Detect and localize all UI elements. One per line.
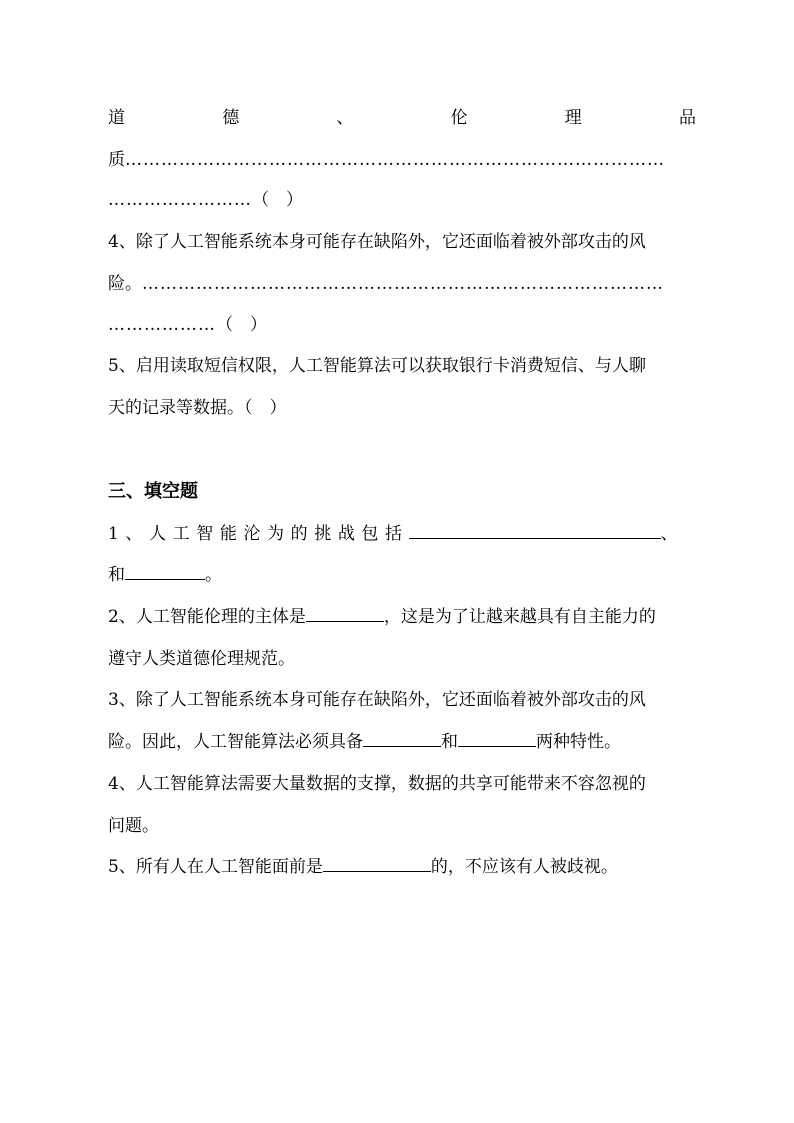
char: 伦 (450, 108, 468, 128)
text: 险。 (108, 274, 142, 294)
leader-dots: ……………… (108, 315, 216, 335)
text: 遵守人类道德伦理规范。 (108, 649, 295, 669)
text: ，这是为了让越来越具有自主能力的 (383, 607, 656, 627)
answer-parentheses[interactable]: （ ） (216, 315, 267, 335)
text: 3、除了人工智能系统本身可能存在缺陷外，它还面临着被外部攻击的风 (108, 690, 646, 710)
answer-blank[interactable] (323, 853, 431, 872)
fill-question-4-line-2 (108, 812, 696, 840)
question-5-line-1 (108, 352, 696, 380)
question-4-line-1 (108, 228, 696, 256)
question-3-line-3 (108, 186, 696, 214)
answer-parentheses[interactable]: （ ） (252, 190, 303, 210)
text: 质 (108, 150, 125, 170)
leader-dots: …………………………………………………………………………… (142, 274, 664, 294)
document-page (108, 0, 696, 1123)
question-4-line-3 (108, 311, 696, 339)
text: 的，不应该有人被歧视。 (430, 857, 618, 877)
text: 和 (441, 732, 458, 752)
char: 道 (108, 108, 125, 128)
char: 德 (222, 108, 240, 128)
text: 险。因此，人工智能算法必须具备 (108, 732, 363, 752)
text: 天的记录等数据。（ ） (108, 398, 287, 418)
fill-question-3-line-1 (108, 686, 696, 714)
fill-question-5-line-1 (108, 853, 696, 881)
text: 和 (108, 565, 125, 585)
text: 1、人工智能沦为的挑战包括 (108, 524, 409, 544)
text: 。 (205, 565, 222, 585)
char: 理 (564, 108, 582, 128)
answer-blank[interactable] (409, 520, 661, 539)
text: 问题。 (108, 816, 159, 836)
fill-question-2-line-1 (108, 603, 696, 631)
leader-dots: ……………………………………………………………………………… (125, 150, 665, 170)
text: 5、启用读取短信权限，人工智能算法可以获取银行卡消费短信、与人聊 (108, 356, 646, 376)
answer-blank[interactable] (125, 561, 205, 580)
answer-blank[interactable] (363, 728, 441, 747)
question-4-line-2 (108, 270, 696, 298)
question-3-line-1 (108, 104, 696, 132)
text: 5、所有人在人工智能面前是 (108, 857, 323, 877)
question-3-line-2 (108, 146, 696, 174)
fill-question-4-line-1 (108, 770, 696, 798)
fill-question-1-line-2 (108, 561, 696, 589)
leader-dots: …………………… (108, 190, 252, 210)
fill-question-3-line-2 (108, 728, 696, 756)
text: 4、人工智能算法需要大量数据的支撑，数据的共享可能带来不容忽视的 (108, 774, 646, 794)
text: 2、人工智能伦理的主体是 (108, 607, 306, 627)
fill-question-2-line-2 (108, 645, 696, 673)
text: 4、除了人工智能系统本身可能存在缺陷外，它还面临着被外部攻击的风 (108, 232, 646, 252)
text: 、 (660, 524, 678, 544)
section-heading: 三、填空题 (108, 481, 198, 502)
question-5-line-2 (108, 394, 696, 422)
answer-blank[interactable] (306, 603, 384, 622)
char: 、 (336, 108, 354, 128)
fill-question-1-line-1 (108, 520, 696, 548)
char: 品 (678, 108, 696, 128)
answer-blank[interactable] (458, 728, 536, 747)
text: 两种特性。 (536, 732, 621, 752)
